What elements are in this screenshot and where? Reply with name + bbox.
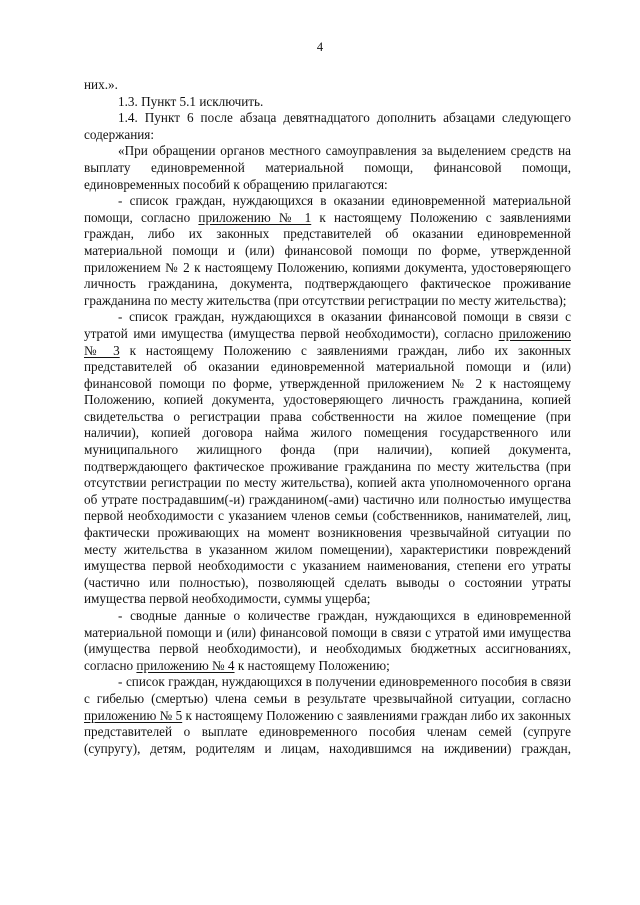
paragraph-text: к настоящему Положению с заявлениями граждан, либо их законных представителей об оказании единовременной материальной помощи и (или) финансовой помощи по форме, утвержденной приложением № 2 к настоящему Положению, копией документа, удостоверяющего личность гражданина, копией свидетельства о регистрации права собственности на жилое помещение (при наличии), копией договора найма жилого помещения государственного или муниципального жилищного фонда (при наличии), копией документа, подтверждающего фактическое проживание гражданина по месту жительства (при отсутствии регистрации по месту жительства), копией акта уполномоченного органа об утрате пострадавшим(-и) гражданином(-ами) частично или полностью имущества первой необходимости с указанием членов семьи (собственников, нанимателей, лиц, фактически проживающих на момент возникновения чрезвычайной ситуации по месту жительства в указанном жилом помещении), характеристики повреждений имущества первой необходимости с указанием наименования, степени его утраты (частично или полностью), позволяющей сделать выводы о состоянии утраты имущества первой необходимости, суммы ущерба; [84,342,571,607]
paragraph-text: к настоящему Положению; [234,657,390,673]
paragraph-text: - список граждан, нуждающихся в получении единовременного пособия в связи с гибелью (смертью) члена семьи в результате чрезвычайной ситуации, согласно [84,674,571,706]
appendix-1-link[interactable]: приложению № 1 [198,209,312,225]
paragraph-text: к настоящему Положению с заявлениями граждан либо их законных представителей о выплате единовременного пособия членам семей (супруге (супругу), детям, родителям и лицам, находившимся на иждивении) граждан, [84,707,571,756]
paragraph-list-1 [84,193,571,309]
paragraph-tail: них.». [84,77,118,92]
paragraph-item-1-4: 1.4. Пункт 6 после абзаца девятнадцатого дополнить абзацами следующего содержания: [84,110,571,142]
paragraph-list-4 [84,674,571,757]
paragraph-text: - сводные данные о количестве граждан, нуждающихся в единовременной материальной помощи и (или) финансовой помощи в связи с утратой ими имущества (имущества первой необходимости), и необходимых бюджетных ассигнованиях, согласно [84,608,571,673]
appendix-4-link[interactable]: приложению № 4 [136,657,235,673]
paragraph-item-1-3: 1.3. Пункт 5.1 исключить. [118,93,264,109]
paragraph-text: к настоящему Положению с заявлениями граждан, либо их законных представителей об оказании единовременной материальной помощи и (или) финансовой помощи по форме, утвержденной приложением № 2 к настоящему Положению, копиями документа, удостоверяющего личность гражданина, документа, подтверждающего фактическое проживание гражданина по месту жительства (при отсутствии регистрации по месту жительства); [84,209,571,308]
paragraph-quote-intro: «При обращении органов местного самоуправления за выделением средств на выплату единовременной материальной помощи, финансовой помощи, единовременных пособий к обращению прилагаются: [84,143,571,192]
paragraph-text: - список граждан, нуждающихся в оказании финансовой помощи в связи с утратой ими имущества (имущества первой необходимости), согласно [84,309,571,341]
paragraph-list-3 [84,608,571,674]
appendix-3-link[interactable]: приложению № 3 [84,325,571,358]
page-number: 4 [316,40,324,54]
paragraph-text: - список граждан, нуждающихся в оказании единовременной материальной помощи, согласно [84,193,571,225]
appendix-5-link[interactable]: приложению № 5 [84,707,183,723]
paragraph-list-2 [84,309,571,608]
